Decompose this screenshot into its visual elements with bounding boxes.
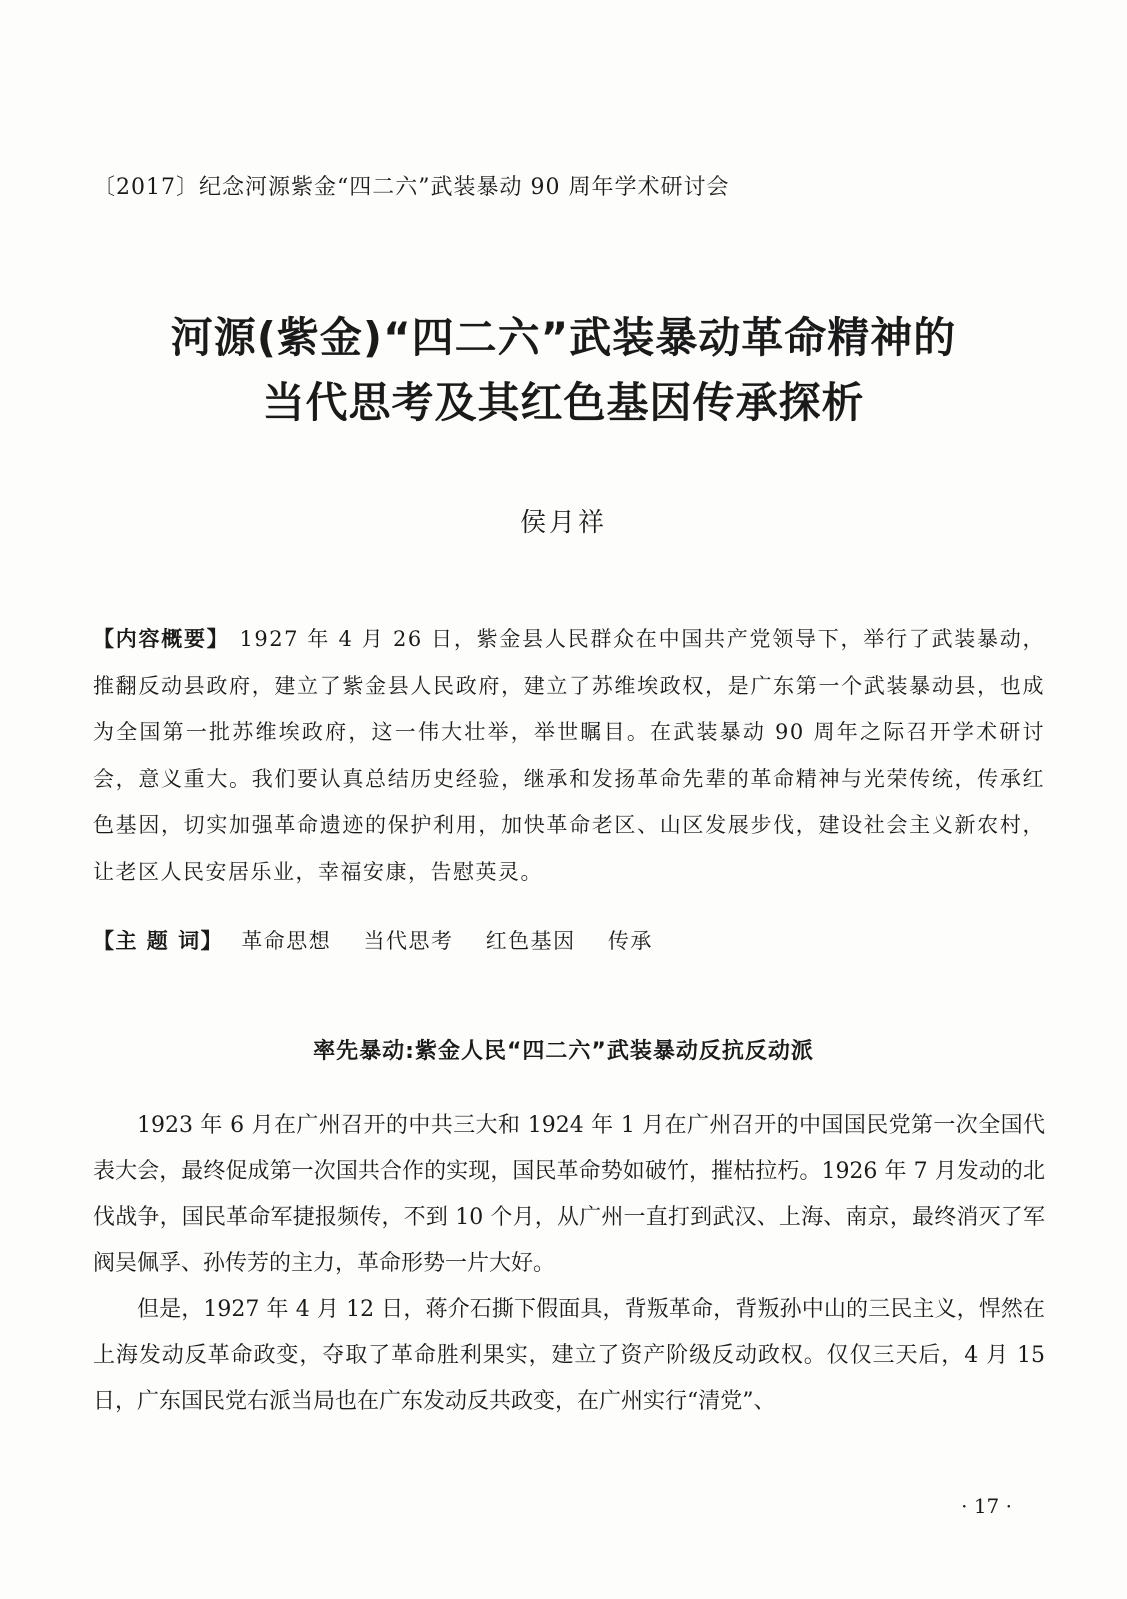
keyword-item: 革命思想 [241,929,332,953]
abstract-text: 1927 年 4 月 26 日，紫金县人民群众在中国共产党领导下，举行了武装暴动，推翻反动县政府，建立了紫金县人民政府，建立了苏维埃政权，是广东第一个武装暴动县，也成为全国第一批苏维埃政府，这一伟大壮举，举世瞩目。在武装暴动 90 周年之际召开学术研讨会，意义重大。我们要认真总结历史经验，继承和发扬革命先辈的革命精神与光荣传统，传承红色基因，切实加强革命遗迹的保护利用，加快革命老区、山区发展步伐，建设社会主义新农村，让老区人民安居乐业，幸福安康，告慰英灵。 [93,627,1046,884]
abstract-label: 【内容概要】 [93,627,230,651]
keyword-item: 传承 [607,929,653,953]
body-text [93,1103,1045,1425]
body-paragraph: 但是，1927 年 4 月 12 日，蒋介石撕下假面具，背叛革命，背叛孙中山的三民主义，悍然在上海发动反革命政变，夺取了革命胜利果实，建立了资产阶级反动政权。仅仅三天后，4 月 15 日，广东国民党右派当局也在广东发动反共政变，在广州实行“清党”、 [93,1297,1045,1414]
page-number: · 17 · [961,1494,1012,1518]
section-heading: 率先暴动:紫金人民“四二六”武装暴动反抗反动派 [313,1039,814,1064]
abstract-block [93,616,1045,895]
body-paragraph: 1923 年 6 月在广州召开的中共三大和 1924 年 1 月在广州召开的中国国民党第一次全国代表大会，最终促成第一次国共合作的实现，国民革命势如破竹，摧枯拉朽。1926 年 7 月发动的北伐战争，国民革命军捷报频传，不到 10 个月，从广州一直打到武汉、上海、南京，最终消灭了军阀吴佩孚、孙传芳的主力，革命形势一片大好。 [93,1113,1045,1276]
conference-series-header: 〔2017〕纪念河源紫金“四二六”武装暴动 90 周年学术研讨会 [93,175,730,200]
article-title-line-2: 当代思考及其红色基因传承探析 [262,378,865,427]
keywords-label: 【主 题 词】 [93,929,224,953]
author-name: 侯月祥 [519,508,607,538]
keyword-item: 当代思考 [363,929,454,953]
keywords-block [93,925,677,955]
keyword-item: 红色基因 [485,929,576,953]
article-title-line-1: 河源(紫金)“四二六”武装暴动革命精神的 [170,313,957,362]
